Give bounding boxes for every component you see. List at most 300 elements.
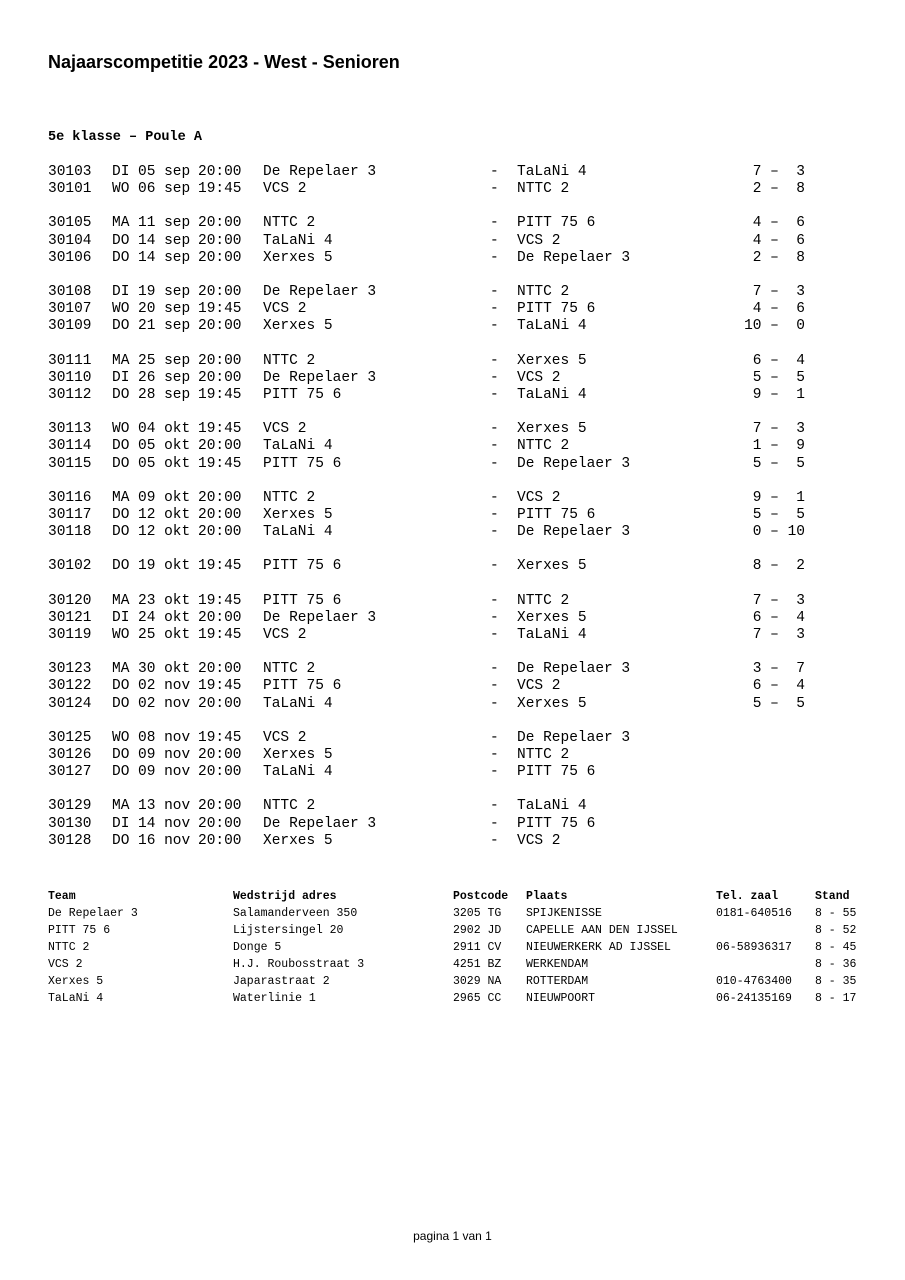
match-date: 25 okt: [138, 627, 191, 643]
match-number: 30102: [48, 558, 92, 575]
match-separator: -: [490, 318, 499, 335]
match-day: DO: [112, 507, 130, 523]
match-number: 30104: [48, 232, 92, 249]
match-row: [0, 507, 905, 524]
team-row: [0, 905, 905, 922]
match-row: [0, 284, 905, 301]
match-score: 2 – 8: [752, 249, 805, 266]
home-team: VCS 2: [263, 421, 307, 438]
match-day: MA: [112, 489, 130, 506]
match-date: 05 sep: [138, 164, 191, 180]
match-separator: -: [490, 438, 499, 455]
home-team: De Repelaer 3: [263, 815, 377, 832]
match-date: 21 sep: [138, 318, 191, 335]
match-day: DO: [112, 387, 130, 403]
team-stand: 8 - 45: [815, 941, 857, 954]
match-row: [0, 747, 905, 764]
home-team: De Repelaer 3: [263, 164, 377, 180]
match-number: 30116: [48, 489, 92, 506]
team-postcode: 2965 CC: [453, 992, 502, 1005]
match-day: DI: [112, 369, 130, 386]
match-number: 30125: [48, 729, 92, 746]
match-score: 6 – 4: [752, 352, 805, 369]
match-number: 30128: [48, 832, 92, 849]
match-separator: -: [490, 284, 499, 300]
team-row: [0, 973, 905, 990]
match-separator: -: [490, 301, 499, 318]
match-row: [0, 215, 905, 232]
match-row: [0, 438, 905, 455]
match-number: 30117: [48, 507, 92, 523]
team-stand: 8 - 35: [815, 975, 857, 988]
away-team: VCS 2: [517, 489, 561, 506]
match-score: 10 – 0: [744, 318, 805, 335]
match-score: 0 – 10: [752, 524, 805, 541]
match-score: 1 – 9: [752, 438, 805, 455]
header-postcode: Postcode: [453, 890, 509, 903]
match-score: 5 – 5: [752, 455, 805, 472]
match-date: 05 okt: [138, 455, 191, 472]
home-team: TaLaNi 4: [263, 524, 333, 541]
match-day: DO: [112, 678, 130, 695]
team-stand: 8 - 17: [815, 992, 857, 1005]
teams-table-header: [0, 888, 905, 905]
match-time: 19:45: [198, 592, 242, 609]
away-team: Xerxes 5: [517, 558, 587, 575]
match-date: 12 okt: [138, 507, 191, 523]
match-date: 04 okt: [138, 421, 191, 438]
team-address: Salamanderveen 350: [233, 907, 358, 920]
match-time: 20:00: [198, 164, 242, 180]
match-date: 14 nov: [138, 815, 191, 832]
away-team: PITT 75 6: [517, 507, 596, 523]
home-team: TaLaNi 4: [263, 764, 333, 781]
match-time: 20:00: [198, 215, 242, 232]
match-separator: -: [490, 489, 499, 506]
match-separator: -: [490, 455, 499, 472]
match-time: 20:00: [198, 524, 242, 541]
match-row: [0, 181, 905, 198]
match-day: DO: [112, 832, 130, 849]
match-number: 30109: [48, 318, 92, 335]
match-score: 8 – 2: [752, 558, 805, 575]
match-date: 02 nov: [138, 695, 191, 712]
away-team: VCS 2: [517, 678, 561, 695]
away-team: Xerxes 5: [517, 695, 587, 712]
home-team: PITT 75 6: [263, 387, 342, 403]
away-team: PITT 75 6: [517, 301, 596, 318]
match-date: 13 nov: [138, 798, 191, 815]
match-separator: -: [490, 164, 499, 180]
away-team: TaLaNi 4: [517, 387, 587, 403]
home-team: PITT 75 6: [263, 558, 342, 575]
match-row: [0, 421, 905, 438]
match-time: 20:00: [198, 284, 242, 300]
away-team: VCS 2: [517, 832, 561, 849]
home-team: Xerxes 5: [263, 318, 333, 335]
match-date: 08 nov: [138, 729, 191, 746]
match-number: 30112: [48, 387, 92, 403]
away-team: TaLaNi 4: [517, 798, 587, 815]
home-team: NTTC 2: [263, 489, 316, 506]
match-time: 20:00: [198, 798, 242, 815]
match-separator: -: [490, 592, 499, 609]
header-team: Team: [48, 890, 76, 903]
match-day: DI: [112, 815, 130, 832]
home-team: VCS 2: [263, 729, 307, 746]
team-address: H.J. Roubosstraat 3: [233, 958, 365, 971]
match-row: [0, 558, 905, 575]
match-score: 6 – 4: [752, 678, 805, 695]
match-separator: -: [490, 558, 499, 575]
match-number: 30127: [48, 764, 92, 781]
team-city: SPIJKENISSE: [526, 907, 602, 920]
team-row: [0, 939, 905, 956]
match-row: [0, 661, 905, 678]
match-day: WO: [112, 181, 130, 198]
team-name: TaLaNi 4: [48, 992, 104, 1005]
home-team: TaLaNi 4: [263, 695, 333, 712]
match-time: 20:00: [198, 832, 242, 849]
poule-heading: 5e klasse – Poule A: [48, 130, 202, 145]
match-number: 30119: [48, 627, 92, 643]
home-team: De Repelaer 3: [263, 609, 377, 626]
match-time: 20:00: [198, 695, 242, 712]
match-date: 06 sep: [138, 181, 191, 198]
home-team: Xerxes 5: [263, 249, 333, 266]
match-row: [0, 764, 905, 781]
match-time: 20:00: [198, 815, 242, 832]
match-number: 30101: [48, 181, 92, 198]
team-city: NIEUWERKERK AD IJSSEL: [526, 941, 671, 954]
match-date: 16 nov: [138, 832, 191, 849]
match-row: [0, 301, 905, 318]
team-postcode: 4251 BZ: [453, 958, 502, 971]
match-score: 9 – 1: [752, 489, 805, 506]
match-score: 7 – 3: [752, 421, 805, 438]
match-number: 30103: [48, 164, 92, 180]
match-score: 7 – 3: [752, 284, 805, 300]
match-time: 20:00: [198, 764, 242, 781]
team-stand: 8 - 36: [815, 958, 857, 971]
home-team: NTTC 2: [263, 352, 316, 369]
match-score: 9 – 1: [752, 387, 805, 403]
team-address: Japarastraat 2: [233, 975, 330, 988]
team-stand: 8 - 52: [815, 924, 857, 937]
match-row: [0, 816, 905, 833]
match-separator: -: [490, 815, 499, 832]
match-separator: -: [490, 524, 499, 541]
match-separator: -: [490, 798, 499, 815]
away-team: TaLaNi 4: [517, 627, 587, 643]
match-separator: -: [490, 421, 499, 438]
home-team: PITT 75 6: [263, 455, 342, 472]
home-team: VCS 2: [263, 627, 307, 643]
match-day: MA: [112, 352, 130, 369]
team-city: NIEUWPOORT: [526, 992, 596, 1005]
match-day: DO: [112, 249, 130, 266]
match-row: [0, 524, 905, 541]
teams-table: [0, 888, 905, 1018]
home-team: Xerxes 5: [263, 747, 333, 763]
match-day: DO: [112, 438, 130, 455]
match-day: DO: [112, 318, 130, 335]
away-team: PITT 75 6: [517, 764, 596, 781]
match-number: 30120: [48, 592, 92, 609]
match-date: 30 okt: [138, 661, 191, 678]
match-date: 14 sep: [138, 249, 191, 266]
match-date: 23 okt: [138, 592, 191, 609]
match-separator: -: [490, 387, 499, 403]
header-stand: Stand: [815, 890, 850, 903]
match-number: 30124: [48, 695, 92, 712]
match-number: 30107: [48, 301, 92, 318]
match-row: [0, 678, 905, 695]
away-team: TaLaNi 4: [517, 318, 587, 335]
match-separator: -: [490, 832, 499, 849]
match-date: 24 okt: [138, 609, 191, 626]
away-team: NTTC 2: [517, 181, 570, 198]
match-day: MA: [112, 592, 130, 609]
match-score: 7 – 3: [752, 627, 805, 643]
match-day: WO: [112, 627, 130, 643]
home-team: NTTC 2: [263, 798, 316, 815]
match-separator: -: [490, 627, 499, 643]
match-separator: -: [490, 695, 499, 712]
team-tel: 0181-640516: [716, 907, 792, 920]
match-time: 19:45: [198, 627, 242, 643]
home-team: TaLaNi 4: [263, 438, 333, 455]
match-date: 14 sep: [138, 232, 191, 249]
match-row: [0, 370, 905, 387]
team-postcode: 3205 TG: [453, 907, 502, 920]
match-time: 19:45: [198, 729, 242, 746]
match-row: [0, 627, 905, 644]
match-time: 19:45: [198, 678, 242, 695]
match-time: 20:00: [198, 489, 242, 506]
home-team: PITT 75 6: [263, 592, 342, 609]
team-stand: 8 - 55: [815, 907, 857, 920]
home-team: PITT 75 6: [263, 678, 342, 695]
match-date: 25 sep: [138, 352, 191, 369]
match-number: 30105: [48, 215, 92, 232]
match-time: 20:00: [198, 249, 242, 266]
away-team: NTTC 2: [517, 747, 570, 763]
team-tel: 06-58936317: [716, 941, 792, 954]
match-day: DO: [112, 232, 130, 249]
team-row: [0, 990, 905, 1007]
match-day: DI: [112, 164, 130, 180]
match-row: [0, 593, 905, 610]
match-number: 30106: [48, 249, 92, 266]
match-row: [0, 233, 905, 250]
team-name: VCS 2: [48, 958, 83, 971]
match-number: 30129: [48, 798, 92, 815]
match-date: 20 sep: [138, 301, 191, 318]
away-team: De Repelaer 3: [517, 729, 631, 746]
team-address: Donge 5: [233, 941, 282, 954]
match-score: 4 – 6: [752, 301, 805, 318]
match-number: 30122: [48, 678, 92, 695]
match-day: DO: [112, 558, 130, 575]
match-number: 30115: [48, 455, 92, 472]
match-date: 28 sep: [138, 387, 191, 403]
team-row: [0, 922, 905, 939]
team-name: Xerxes 5: [48, 975, 104, 988]
match-day: DI: [112, 284, 130, 300]
match-separator: -: [490, 181, 499, 198]
match-row: [0, 353, 905, 370]
match-score: 4 – 6: [752, 215, 805, 232]
team-city: ROTTERDAM: [526, 975, 589, 988]
match-separator: -: [490, 661, 499, 678]
match-number: 30108: [48, 284, 92, 300]
away-team: NTTC 2: [517, 438, 570, 455]
match-row: [0, 456, 905, 473]
match-time: 20:00: [198, 369, 242, 386]
match-day: MA: [112, 215, 130, 232]
match-number: 30111: [48, 352, 92, 369]
away-team: VCS 2: [517, 369, 561, 386]
away-team: Xerxes 5: [517, 421, 587, 438]
match-date: 26 sep: [138, 369, 191, 386]
team-postcode: 3029 NA: [453, 975, 502, 988]
match-time: 19:45: [198, 421, 242, 438]
match-day: DO: [112, 764, 130, 781]
away-team: Xerxes 5: [517, 352, 587, 369]
home-team: Xerxes 5: [263, 507, 333, 523]
away-team: NTTC 2: [517, 592, 570, 609]
header-tel: Tel. zaal: [716, 890, 779, 903]
match-day: WO: [112, 421, 130, 438]
header-address: Wedstrijd adres: [233, 890, 337, 903]
match-separator: -: [490, 215, 499, 232]
team-name: PITT 75 6: [48, 924, 111, 937]
match-day: WO: [112, 301, 130, 318]
page-footer: pagina 1 van 1: [413, 1229, 492, 1243]
away-team: De Repelaer 3: [517, 249, 631, 266]
match-time: 19:45: [198, 558, 242, 575]
home-team: VCS 2: [263, 181, 307, 198]
match-time: 19:45: [198, 387, 242, 403]
match-separator: -: [490, 678, 499, 695]
home-team: TaLaNi 4: [263, 232, 333, 249]
team-postcode: 2911 CV: [453, 941, 502, 954]
match-row: [0, 250, 905, 267]
match-time: 20:00: [198, 352, 242, 369]
match-row: [0, 696, 905, 713]
team-address: Lijstersingel 20: [233, 924, 344, 937]
away-team: Xerxes 5: [517, 609, 587, 626]
match-day: DO: [112, 695, 130, 712]
header-city: Plaats: [526, 890, 568, 903]
team-postcode: 2902 JD: [453, 924, 502, 937]
match-date: 09 okt: [138, 489, 191, 506]
match-time: 19:45: [198, 181, 242, 198]
match-separator: -: [490, 507, 499, 523]
match-score: 4 – 6: [752, 232, 805, 249]
match-score: 5 – 5: [752, 369, 805, 386]
match-separator: -: [490, 609, 499, 626]
away-team: De Repelaer 3: [517, 661, 631, 678]
match-separator: -: [490, 747, 499, 763]
match-separator: -: [490, 729, 499, 746]
match-time: 20:00: [198, 232, 242, 249]
home-team: De Repelaer 3: [263, 369, 377, 386]
match-day: DO: [112, 747, 130, 763]
match-separator: -: [490, 249, 499, 266]
match-time: 19:45: [198, 301, 242, 318]
match-number: 30114: [48, 438, 92, 455]
match-score: 5 – 5: [752, 695, 805, 712]
match-number: 30130: [48, 815, 92, 832]
match-row: [0, 490, 905, 507]
away-team: De Repelaer 3: [517, 524, 631, 541]
match-row: [0, 610, 905, 627]
match-date: 11 sep: [138, 215, 191, 232]
match-date: 02 nov: [138, 678, 191, 695]
match-date: 19 okt: [138, 558, 191, 575]
match-time: 20:00: [198, 747, 242, 763]
away-team: PITT 75 6: [517, 215, 596, 232]
match-date: 09 nov: [138, 747, 191, 763]
match-date: 09 nov: [138, 764, 191, 781]
match-number: 30118: [48, 524, 92, 541]
match-row: [0, 730, 905, 747]
match-day: DO: [112, 455, 130, 472]
match-score: 2 – 8: [752, 181, 805, 198]
match-separator: -: [490, 352, 499, 369]
page-title: Najaarscompetitie 2023 - West - Senioren: [48, 52, 400, 72]
match-row: [0, 318, 905, 335]
away-team: VCS 2: [517, 232, 561, 249]
match-row: [0, 798, 905, 815]
match-row: [0, 387, 905, 404]
match-row: [0, 164, 905, 181]
home-team: NTTC 2: [263, 661, 316, 678]
match-time: 20:00: [198, 609, 242, 626]
match-number: 30110: [48, 369, 92, 386]
team-row: [0, 956, 905, 973]
team-tel: 06-24135169: [716, 992, 792, 1005]
match-day: DI: [112, 609, 130, 626]
team-city: CAPELLE AAN DEN IJSSEL: [526, 924, 678, 937]
match-score: 3 – 7: [752, 661, 805, 678]
match-time: 20:00: [198, 318, 242, 335]
away-team: PITT 75 6: [517, 815, 596, 832]
match-number: 30113: [48, 421, 92, 438]
match-number: 30121: [48, 609, 92, 626]
match-separator: -: [490, 232, 499, 249]
match-separator: -: [490, 764, 499, 781]
team-tel: 010-4763400: [716, 975, 792, 988]
match-date: 12 okt: [138, 524, 191, 541]
match-score: 6 – 4: [752, 609, 805, 626]
team-address: Waterlinie 1: [233, 992, 316, 1005]
match-number: 30123: [48, 661, 92, 678]
away-team: NTTC 2: [517, 284, 570, 300]
match-number: 30126: [48, 747, 92, 763]
match-time: 20:00: [198, 507, 242, 523]
match-separator: -: [490, 369, 499, 386]
home-team: NTTC 2: [263, 215, 316, 232]
team-name: De Repelaer 3: [48, 907, 138, 920]
away-team: TaLaNi 4: [517, 164, 587, 180]
match-time: 19:45: [198, 455, 242, 472]
match-score: 5 – 5: [752, 507, 805, 523]
match-date: 19 sep: [138, 284, 191, 300]
team-name: NTTC 2: [48, 941, 90, 954]
